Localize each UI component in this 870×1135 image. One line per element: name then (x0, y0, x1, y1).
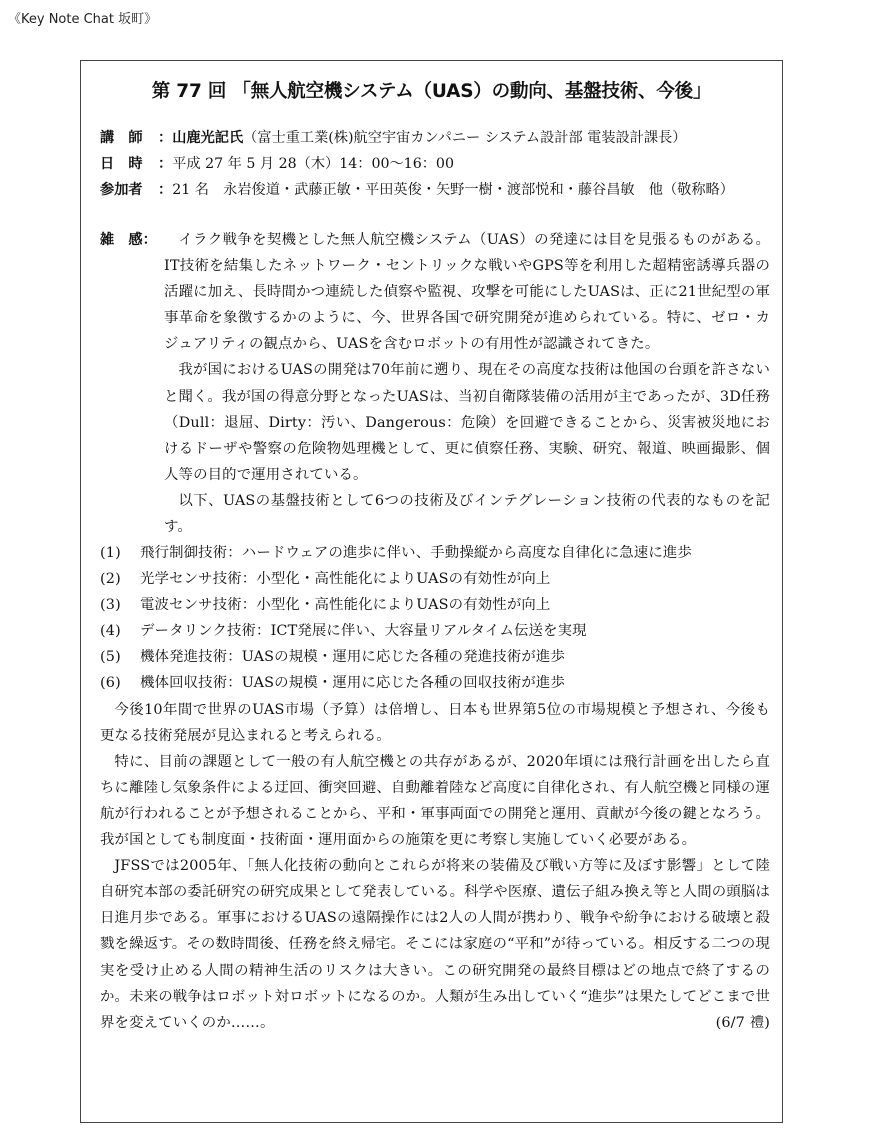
list-item (100, 618, 770, 644)
list-item-text: 光学センサ技術：小型化・高性能化によりUASの有効性が向上 (140, 571, 551, 588)
list-item (100, 670, 770, 696)
paragraph-6: JFSSでは2005年、「無人化技術の動向とこれらが将来の装備及び戦い方等に及ぼす影響」として陸自研究本部の委託研究の研究成果として発表している。科学や医療、遺伝子組み換え等と人間の頭脳は日進月歩である。軍事におけるUASの遠隔操作には2人の人間が携わり、戦争や紛争における破壊と殺戮を繰返す。その数時間後、任務を終え帰宅。そこには家庭の“平和”が待っている。相反する二つの現実を受け止める人間の精神生活のリスクは大きい。この研究開発の最終目標はどの地点で終了するのか。未来の戦争はロボット対ロボットになるのか。人類が生み出していく“進歩”は果たしてどこまで世界を変えていくのか……。 (100, 858, 770, 1031)
lower-block (100, 540, 770, 1036)
list-item-number: (3) (100, 597, 121, 614)
list-item-number: (5) (100, 649, 121, 666)
attendees-key: 参加者 (100, 182, 143, 198)
impressions-label: 雑 感： (100, 232, 157, 248)
lecturer-separator: ： (158, 130, 173, 146)
list-item-text: 機体発進技術：UASの規模・運用に応じた各種の発進技術が進歩 (140, 649, 565, 666)
paragraph-4: 今後10年間で世界のUAS市場（予算）は倍増し、日本も世界第5位の市場規模と予想され、今後も更なる技術発展が見込まれると考えられる。 (100, 701, 770, 744)
page-title: 第 77 回 「無人航空機システム（UAS）の動向、基盤技術、今後」 (151, 81, 712, 102)
paragraph-5: 特に、目前の課題として一般の有人航空機との共存があるが、2020年頃には飛行計画を出したら直ちに離陸し気象条件による迂回、衝突回避、自動離着陸など高度に自律化され、有人航空機と同様の運航が行われることが予想されることから、平和・軍事両面での開発と運用、貢献が今後の鍵となろう。我が国としても制度面・技術面・運用面からの施策を更に考察し実施していく必要がある。 (100, 753, 770, 849)
list-item (100, 540, 770, 566)
list-item-text: 電波センサ技術：小型化・高性能化によりUASの有効性が向上 (140, 597, 551, 614)
list-item-text: 機体回収技術：UASの規模・運用に応じた各種の回収技術が進歩 (140, 675, 565, 692)
paragraph-2: 我が国におけるUASの開発は70年前に遡り、現在その高度な技術は他国の台頭を許さないと聞く。我が国の得意分野となったUASは、当初自衛隊装備の活用が主であったが、3D任務（Dull：退屈、Dirty：汚い、Dangerous：危険）を回避できることから、災害被災地におけるドーザや警察の危険物処理機として、更に偵察任務、実験、研究、報道、映画撮影、個人等の目的で運用されている。 (164, 362, 770, 483)
date-value: 平成 27 年 5 月 28（木）14：00〜16：00 (172, 156, 454, 172)
date-key: 日 時 (100, 156, 143, 172)
lecturer-key: 講 師 (100, 130, 143, 146)
date-separator: ： (158, 156, 173, 172)
attendees-row (100, 177, 770, 203)
list-item-text: データリンク技術：ICT発展に伴い、大容量リアルタイム伝送を実現 (140, 623, 587, 640)
impressions-text (164, 227, 770, 540)
attendees-separator: ： (158, 182, 173, 198)
signature: (6/7 禮) (715, 1014, 770, 1031)
lecturer-affiliation: （富士重工業(株)航空宇宙カンパニー システム設計部 電装設計課長） (243, 130, 687, 146)
list-item-text: 飛行制御技術：ハードウェアの進歩に伴い、手動操縦から高度な自律化に急速に進歩 (140, 545, 692, 561)
list-item-number: (4) (100, 623, 121, 640)
header-label: 《Key Note Chat 坂町》 (8, 12, 158, 27)
list-item (100, 592, 770, 618)
article-frame (80, 60, 783, 1123)
list-item-number: (6) (100, 675, 121, 692)
lecturer-row (100, 125, 770, 151)
paragraph-1: イラク戦争を契機とした無人航空機システム（UAS）の発達には目を見張るものがある。IT技術を結集したネットワーク・セントリックな戦いやGPS等を利用した超精密誘導兵器の活躍に加え、長時間かつ連続した偵察や監視、攻撃を可能にしたUASは、正に21世紀型の軍事革命を象徴するかのように、今、世界各国で研究開発が進められている。特に、ゼロ・カジュアリティの観点から、UASを含むロボットの有用性が認識されてきた。 (164, 232, 770, 353)
attendees-value: 21 名 永岩俊道・武藤正敏・平田英俊・矢野一樹・渡部悦和・藤谷昌敏 他（敬称略） (172, 182, 734, 198)
meta-block (100, 125, 770, 203)
list-item-number: (1) (100, 545, 121, 561)
technology-list (100, 540, 770, 697)
list-item (100, 566, 770, 592)
paragraph-3: 以下、UASの基盤技術として6つの技術及びインテグレーション技術の代表的なものを記す。 (164, 492, 770, 536)
list-item-number: (2) (100, 571, 121, 588)
list-item (100, 644, 770, 670)
lecturer-name: 山鹿光記氏 (172, 130, 244, 146)
date-row (100, 151, 770, 177)
